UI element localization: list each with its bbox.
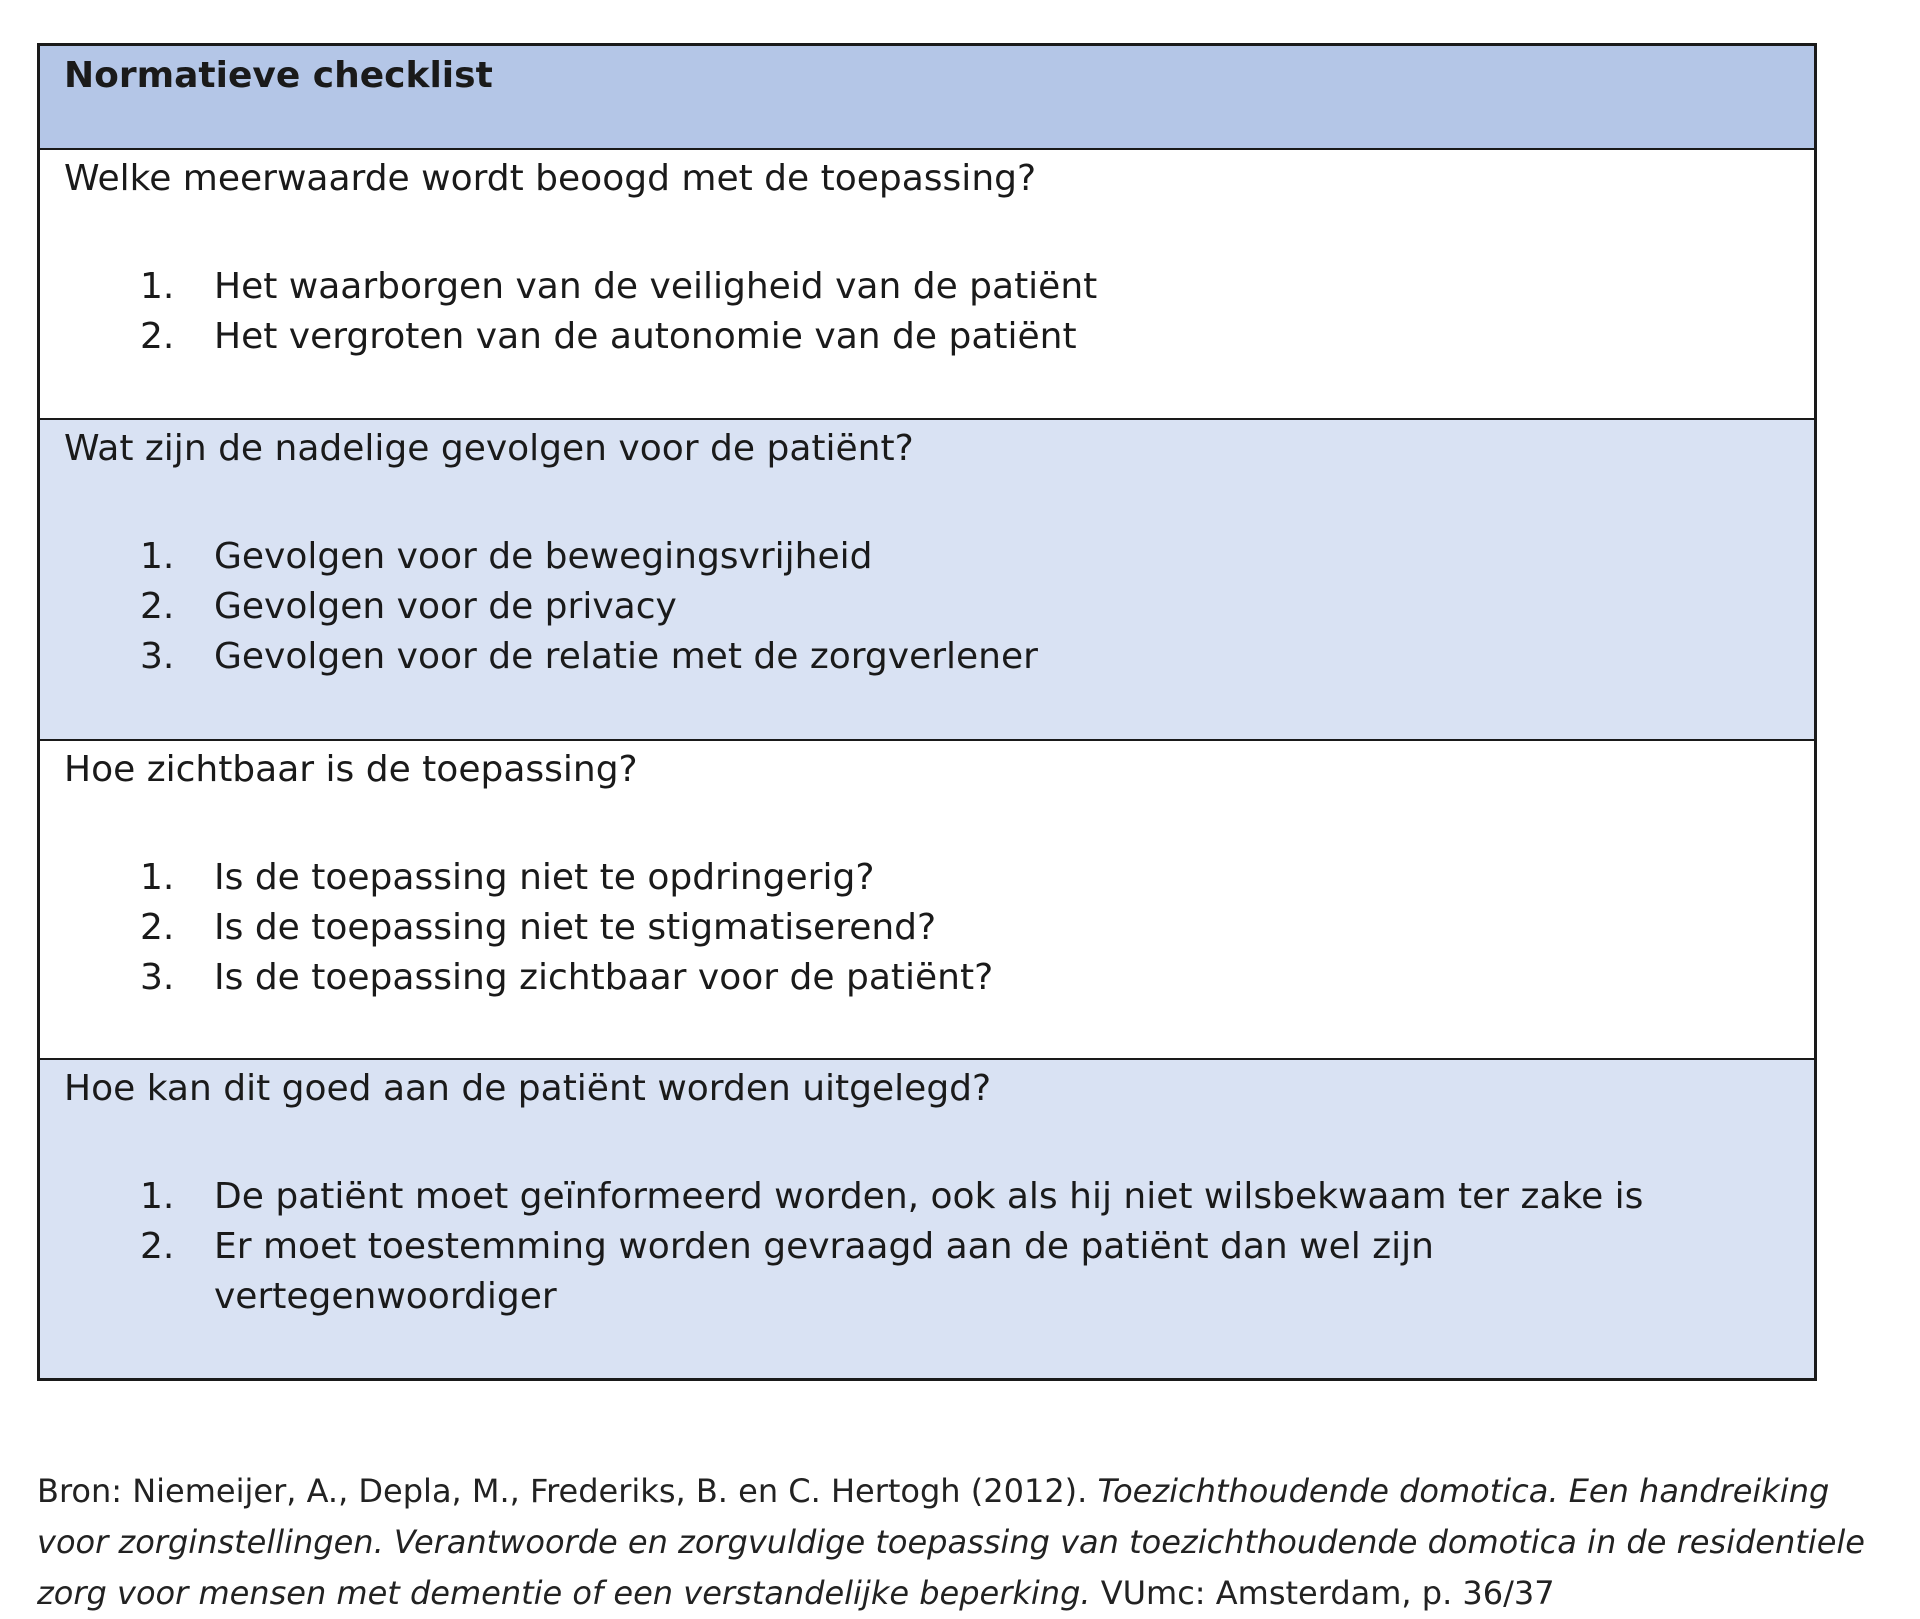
checklist-section-explanation bbox=[40, 1060, 1814, 1378]
list-item-text: Is de toepassing niet te opdringerig? bbox=[214, 857, 875, 898]
checklist-section-added-value bbox=[40, 150, 1814, 420]
checklist-section-visibility bbox=[40, 741, 1814, 1060]
list-item-number: 1. bbox=[140, 266, 175, 307]
list-item-number: 2. bbox=[140, 1226, 175, 1267]
list-item bbox=[64, 262, 1814, 312]
list-item-number: 1. bbox=[140, 1176, 175, 1217]
section-question: Welke meerwaarde wordt beoogd met de toepassing? bbox=[64, 158, 1037, 199]
section-item-list bbox=[64, 532, 1814, 682]
list-item-text: Gevolgen voor de privacy bbox=[214, 586, 677, 627]
list-item bbox=[64, 853, 1814, 903]
list-item bbox=[64, 582, 1814, 632]
list-item bbox=[64, 953, 1814, 1003]
list-item bbox=[64, 632, 1814, 682]
list-item-number: 3. bbox=[140, 957, 175, 998]
list-item bbox=[64, 532, 1814, 582]
list-item bbox=[64, 312, 1814, 362]
list-item-text: Gevolgen voor de bewegingsvrijheid bbox=[214, 536, 873, 577]
list-item-text: Is de toepassing niet te stigmatiserend? bbox=[214, 907, 937, 948]
list-item-text: Er moet toestemming worden gevraagd aan de patiënt dan wel zijn vertegenwoordiger bbox=[214, 1226, 1434, 1317]
list-item-text: Het vergroten van de autonomie van de patiënt bbox=[214, 316, 1077, 357]
section-question: Hoe kan dit goed aan de patiënt worden uitgelegd? bbox=[64, 1068, 992, 1109]
source-prefix: Bron: Niemeijer, A., Depla, M., Frederiks, B. en C. Hertogh (2012). bbox=[37, 1472, 1098, 1510]
list-item bbox=[64, 1172, 1814, 1222]
list-item-number: 3. bbox=[140, 636, 175, 677]
list-item-number: 2. bbox=[140, 316, 175, 357]
section-item-list bbox=[64, 853, 1814, 1003]
checklist-title: Normatieve checklist bbox=[40, 46, 1814, 150]
list-item-number: 2. bbox=[140, 586, 175, 627]
source-citation bbox=[37, 1466, 1907, 1619]
normative-checklist-table bbox=[37, 43, 1817, 1381]
list-item-text: De patiënt moet geïnformeerd worden, ook als hij niet wilsbekwaam ter zake is bbox=[214, 1176, 1644, 1217]
list-item-text: Is de toepassing zichtbaar voor de patiënt? bbox=[214, 957, 994, 998]
list-item bbox=[64, 1222, 1814, 1322]
list-item-text: Gevolgen voor de relatie met de zorgverlener bbox=[214, 636, 1038, 677]
list-item-text: Het waarborgen van de veiligheid van de patiënt bbox=[214, 266, 1098, 307]
list-item-number: 1. bbox=[140, 857, 175, 898]
source-suffix: VUmc: Amsterdam, p. 36/37 bbox=[1090, 1574, 1555, 1612]
section-item-list bbox=[64, 1172, 1814, 1322]
checklist-section-adverse-effects bbox=[40, 420, 1814, 741]
source-title: Toezichthoudende domotica. Een handreiking voor zorginstellingen. Verantwoorde en zorgvuldige toepassing van toezichthoudende domotica in de residentiele zorg voor mensen met dementie of een verstandelijke beperking. bbox=[37, 1472, 1865, 1612]
section-question: Wat zijn de nadelige gevolgen voor de patiënt? bbox=[64, 428, 914, 469]
list-item-number: 2. bbox=[140, 907, 175, 948]
section-item-list bbox=[64, 262, 1814, 362]
list-item bbox=[64, 903, 1814, 953]
list-item-number: 1. bbox=[140, 536, 175, 577]
section-question: Hoe zichtbaar is de toepassing? bbox=[64, 749, 638, 790]
